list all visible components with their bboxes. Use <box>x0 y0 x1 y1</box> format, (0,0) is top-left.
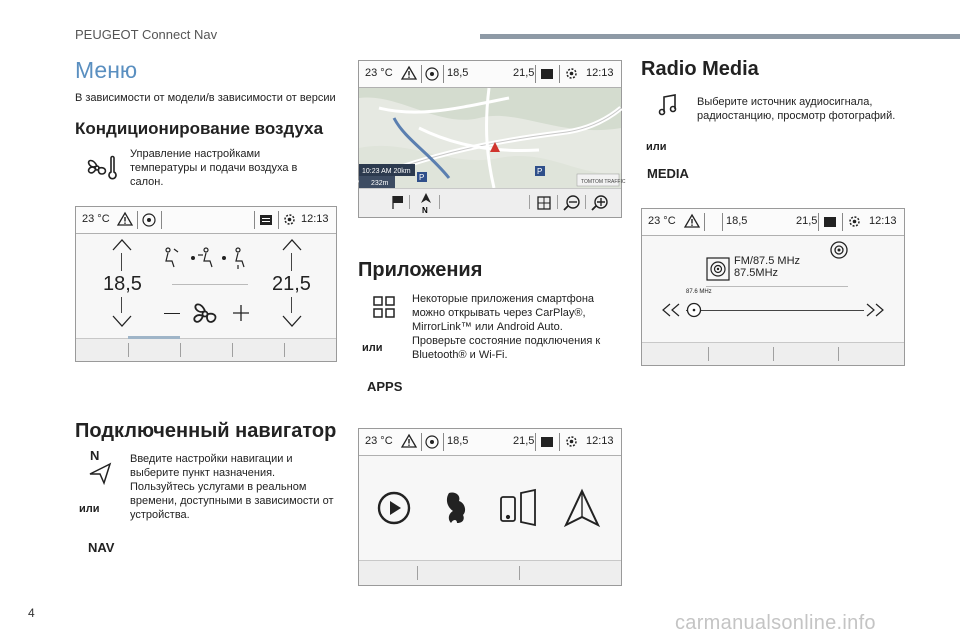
map-layers-icon[interactable] <box>535 194 553 212</box>
climate-heading: Кондиционирование воздуха <box>75 119 324 138</box>
warning-icon <box>684 214 700 228</box>
radio-bottom-bar <box>642 342 904 365</box>
clock: 12:13 <box>586 67 614 79</box>
nav-button-label: NAV <box>88 540 115 555</box>
navigation-app-icon[interactable] <box>564 489 600 527</box>
right-zone-temp: 21,5 <box>513 67 535 79</box>
compass-north-icon[interactable] <box>419 192 433 214</box>
left-temp-up-icon[interactable] <box>112 239 132 251</box>
climate-screen <box>75 206 337 362</box>
left-zone-temp: 18,5 <box>447 67 469 79</box>
seek-back-icon[interactable] <box>660 303 682 317</box>
location-icon <box>425 435 439 449</box>
left-zone-temp: 18,5 <box>726 215 748 227</box>
svg-text:N: N <box>422 206 428 215</box>
apps-bottom-bar <box>359 560 621 585</box>
menu-title: Меню <box>75 57 138 83</box>
carplay-icon[interactable] <box>377 491 411 525</box>
radio-source-icon[interactable] <box>830 241 848 259</box>
station-separator <box>706 286 848 287</box>
left-temp-value: 18,5 <box>103 273 142 295</box>
navigator-or-label: или <box>79 503 100 515</box>
airflow-modes-icon[interactable] <box>162 245 254 271</box>
mirror-screen-icon[interactable] <box>499 489 539 527</box>
traffic-badge: TOMTOM TRAFFIC <box>581 179 626 185</box>
settings-gear-icon <box>564 434 579 449</box>
page-number: 4 <box>28 606 35 620</box>
frequency-slider-track[interactable] <box>686 310 864 311</box>
map-screen <box>358 60 626 218</box>
message-icon <box>540 68 554 80</box>
station-frequency: 87.5MHz <box>734 267 779 279</box>
fan-plus-button[interactable] <box>233 305 249 321</box>
media-button-label: MEDIA <box>647 166 689 181</box>
seek-forward-icon[interactable] <box>864 303 886 317</box>
right-zone-temp: 21,5 <box>796 215 818 227</box>
warning-icon <box>117 212 133 226</box>
apps-description-2: Проверьте состояние подключения к Bluetooth® и Wi-Fi. <box>412 335 601 361</box>
menu-subtitle: В зависимости от модели/в зависимости от версии <box>75 92 336 104</box>
north-label: N <box>90 448 100 463</box>
left-temp-down-icon[interactable] <box>112 315 132 327</box>
location-icon <box>425 67 439 81</box>
clock: 12:13 <box>586 435 614 447</box>
message-icon <box>540 436 554 448</box>
map-view[interactable] <box>359 88 626 188</box>
svg-text:P: P <box>419 173 425 182</box>
navigator-heading: Подключенный навигатор <box>75 420 337 442</box>
active-tab-indicator <box>128 336 180 339</box>
settings-gear-icon <box>847 214 862 229</box>
map-bottom-bar <box>359 188 621 217</box>
flag-icon[interactable] <box>391 195 405 209</box>
right-temp-divider-bottom <box>291 297 292 313</box>
radio-station-icon <box>706 257 730 281</box>
zoom-out-icon[interactable] <box>563 194 581 212</box>
warning-icon <box>401 434 417 448</box>
header-divider <box>480 34 960 39</box>
climate-bottom-bar <box>76 338 336 361</box>
settings-gear-icon <box>564 66 579 81</box>
peugeot-lion-icon[interactable] <box>439 489 473 525</box>
navigation-arrow-icon <box>88 462 112 484</box>
fan-speed-icon <box>190 299 220 329</box>
outside-temp: 23 °C <box>365 67 393 79</box>
svg-text:P: P <box>537 167 543 176</box>
watermark: carmanualsonline.info <box>675 612 876 634</box>
location-icon <box>142 213 156 227</box>
warning-icon <box>401 66 417 80</box>
apps-button-label: APPS <box>367 379 403 394</box>
message-icon <box>259 214 273 226</box>
clock: 12:13 <box>301 213 329 225</box>
right-temp-divider-top <box>291 253 292 271</box>
navigator-description: Введите настройки навигации и выберите пункт назначения. Пользуйтесь услугами в реальном времени, доступными в зависимости от устройства. <box>130 453 334 521</box>
message-icon <box>823 216 837 228</box>
music-note-icon <box>658 94 678 116</box>
right-zone-temp: 21,5 <box>513 435 535 447</box>
map-distance: 232m <box>371 180 389 187</box>
frequency-marker-label: 87.6 MHz <box>686 289 712 295</box>
page-header: PEUGEOT Connect Nav <box>75 27 218 42</box>
left-zone-temp: 18,5 <box>447 435 469 447</box>
map-time-box: 10:23 AM 20km <box>362 168 411 175</box>
outside-temp: 23 °C <box>365 435 393 447</box>
apps-screen <box>358 428 622 586</box>
right-temp-up-icon[interactable] <box>282 239 302 251</box>
radio-description: Выберите источник аудиосигнала, радиостанцию, просмотр фотографий. <box>697 96 896 122</box>
map-status-bar <box>359 61 621 88</box>
right-temp-down-icon[interactable] <box>282 315 302 327</box>
airflow-separator <box>172 284 248 285</box>
apps-description-1: Некоторые приложения смартфона можно открывать через CarPlay®, MirrorLink™ или Android Auto. <box>412 293 595 333</box>
fan-thermometer-icon <box>83 152 121 184</box>
apps-status-bar <box>359 429 621 456</box>
radio-status-bar <box>642 209 904 236</box>
right-temp-value: 21,5 <box>272 273 311 295</box>
left-temp-divider-bottom <box>121 297 122 313</box>
radio-heading: Radio Media <box>641 58 759 80</box>
climate-status-bar <box>76 207 336 234</box>
outside-temp: 23 °C <box>82 213 110 225</box>
climate-description: Управление настройками температуры и подачи воздуха в салон. <box>130 148 298 188</box>
apps-heading: Приложения <box>358 259 483 281</box>
radio-screen <box>641 208 905 366</box>
frequency-slider-handle[interactable] <box>686 302 702 318</box>
station-name: FM/87.5 MHz <box>734 255 801 267</box>
outside-temp: 23 °C <box>648 215 676 227</box>
clock: 12:13 <box>869 215 897 227</box>
apps-grid-icon <box>373 296 395 318</box>
apps-or-label: или <box>362 342 383 354</box>
left-temp-divider-top <box>121 253 122 271</box>
fan-minus-button[interactable] <box>164 313 180 314</box>
zoom-in-icon[interactable] <box>591 194 609 212</box>
radio-or-label: или <box>646 141 667 153</box>
settings-gear-icon <box>282 212 297 227</box>
